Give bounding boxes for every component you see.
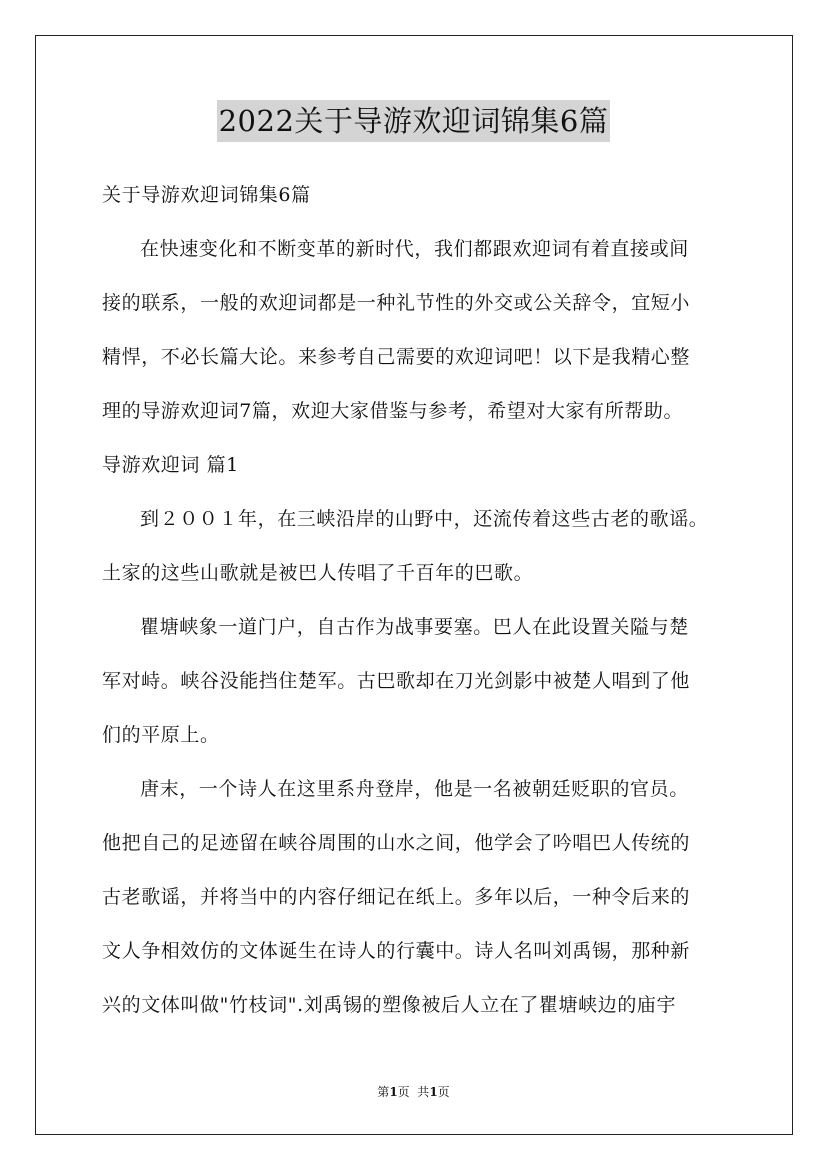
text-line: 古老歌谣，并将当中的内容仔细记在纸上。多年以后，一种令后来的 <box>102 886 691 908</box>
section-heading: 导游欢迎词 篇1 <box>102 454 239 476</box>
page-footer <box>0 1083 827 1101</box>
page-label-prefix: 第 <box>377 1085 390 1099</box>
page-current-number: 1 <box>389 1085 398 1099</box>
document-title: 2022关于导游欢迎词锦集6篇 <box>217 100 611 142</box>
text-line: 接的联系，一般的欢迎词都是一种礼节性的外交或公关辞令，宜短小 <box>102 292 691 314</box>
page-total-number: 1 <box>429 1085 438 1099</box>
text-line: 到２００１年，在三峡沿岸的山野中，还流传着这些古老的歌谣。 <box>140 508 709 530</box>
text-line: 土家的这些山歌就是被巴人传唱了千百年的巴歌。 <box>102 562 534 584</box>
text-line: 瞿塘峡象一道门户，自古作为战事要塞。巴人在此设置关隘与楚 <box>140 616 689 638</box>
text-line: 兴的文体叫做"竹枝词".刘禹锡的塑像被后人立在了瞿塘峡边的庙宇 <box>102 994 677 1016</box>
title-container <box>0 100 827 142</box>
text-line: 在快速变化和不断变革的新时代，我们都跟欢迎词有着直接或间 <box>140 238 689 260</box>
text-line: 军对峙。峡谷没能挡住楚军。古巴歌却在刀光剑影中被楚人唱到了他 <box>102 670 691 692</box>
document-body <box>102 168 747 1032</box>
page-label-mid: 页 共 <box>397 1085 430 1099</box>
text-line: 他把自己的足迹留在峡谷周围的山水之间，他学会了吟唱巴人传统的 <box>102 832 691 854</box>
text-line: 文人争相效仿的文体诞生在诗人的行囊中。诗人名叫刘禹锡，那种新 <box>102 940 691 962</box>
page-label-suffix: 页 <box>437 1085 450 1099</box>
text-line: 理的导游欢迎词7篇，欢迎大家借鉴与参考，希望对大家有所帮助。 <box>102 400 684 422</box>
text-line: 精悍，不必长篇大论。来参考自己需要的欢迎词吧！以下是我精心整 <box>102 346 691 368</box>
text-line: 关于导游欢迎词锦集6篇 <box>102 184 311 206</box>
text-line: 们的平原上。 <box>102 724 220 746</box>
text-line: 唐末，一个诗人在这里系舟登岸，他是一名被朝廷贬职的官员。 <box>140 778 689 800</box>
